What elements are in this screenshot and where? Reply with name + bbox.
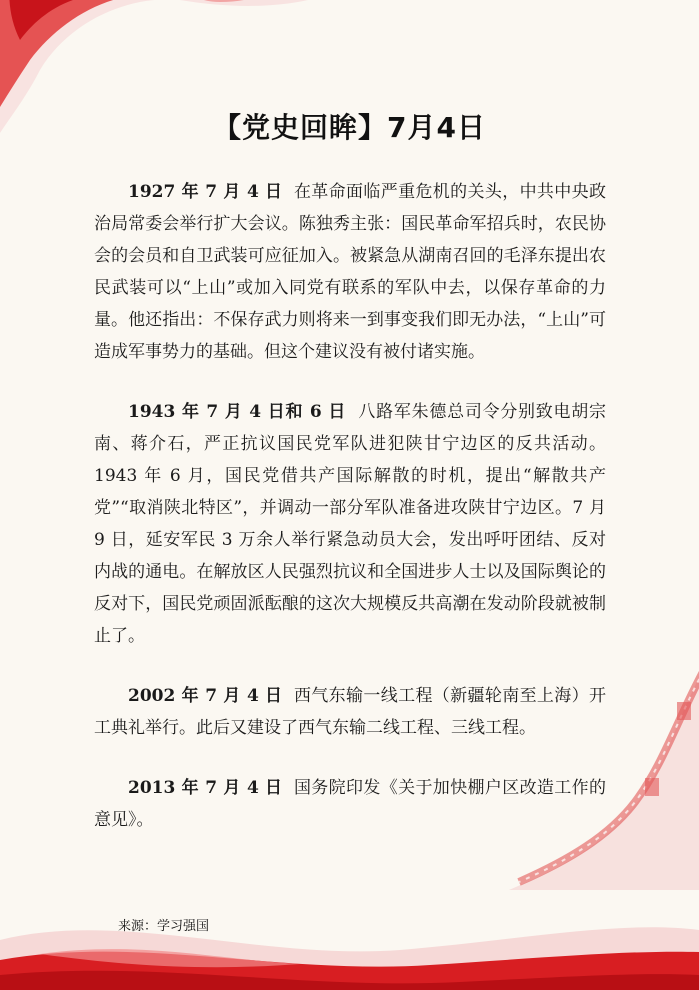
source-label: 来源：学习强国 bbox=[118, 919, 210, 934]
history-entry bbox=[94, 176, 606, 368]
history-entry bbox=[94, 772, 606, 836]
history-entry bbox=[94, 396, 606, 652]
entry-date: 2013 年 7 月 4 日 bbox=[128, 778, 283, 798]
entry-text: 国务院印发《关于加快棚户区改造工作的意见》。 bbox=[94, 778, 607, 830]
entry-date: 2002 年 7 月 4 日 bbox=[128, 686, 283, 706]
entry-date: 1943 年 7 月 4 日和 6 日 bbox=[128, 402, 347, 422]
article-body bbox=[94, 176, 606, 864]
entry-text: 西气东输一线工程（新疆轮南至上海）开工典礼举行。此后又建设了西气东输二线工程、三线工程。 bbox=[94, 686, 607, 738]
entry-date: 1927 年 7 月 4 日 bbox=[128, 182, 283, 202]
page-title: 【党史回眸】7月4日 bbox=[213, 111, 486, 144]
entry-text: 在革命面临严重危机的关头，中共中央政治局常委会举行扩大会议。陈独秀主张：国民革命军招兵时，农民协会的会员和自卫武装可应征加入。被紧急从湖南召回的毛泽东提出农民武装可以“上山”或加入同党有联系的军队中去，以保存革命的力量。他还指出：不保存武力则将来一到事变我们即无办法，“上山”可造成军事势力的基础。但这个建议没有被付诸实施。 bbox=[94, 182, 607, 362]
entry-text: 八路军朱德总司令分别致电胡宗南、蒋介石，严正抗议国民党军队进犯陕甘宁边区的反共活动。1943 年 6 月，国民党借共产国际解散的时机，提出“解散共产党”“取消陕北特区”，并调动一部分军队准备进攻陕甘宁边区。7 月 9 日，延安军民 3 万余人举行紧急动员大会，发出呼吁团结、反对内战的通电。在解放区人民强烈抗议和全国进步人士以及国际舆论的反对下，国民党顽固派酝酿的这次大规模反共高潮在发动阶段就被制止了。 bbox=[94, 402, 607, 646]
history-entry bbox=[94, 680, 606, 744]
red-ribbon-bottom-decoration bbox=[0, 880, 699, 990]
